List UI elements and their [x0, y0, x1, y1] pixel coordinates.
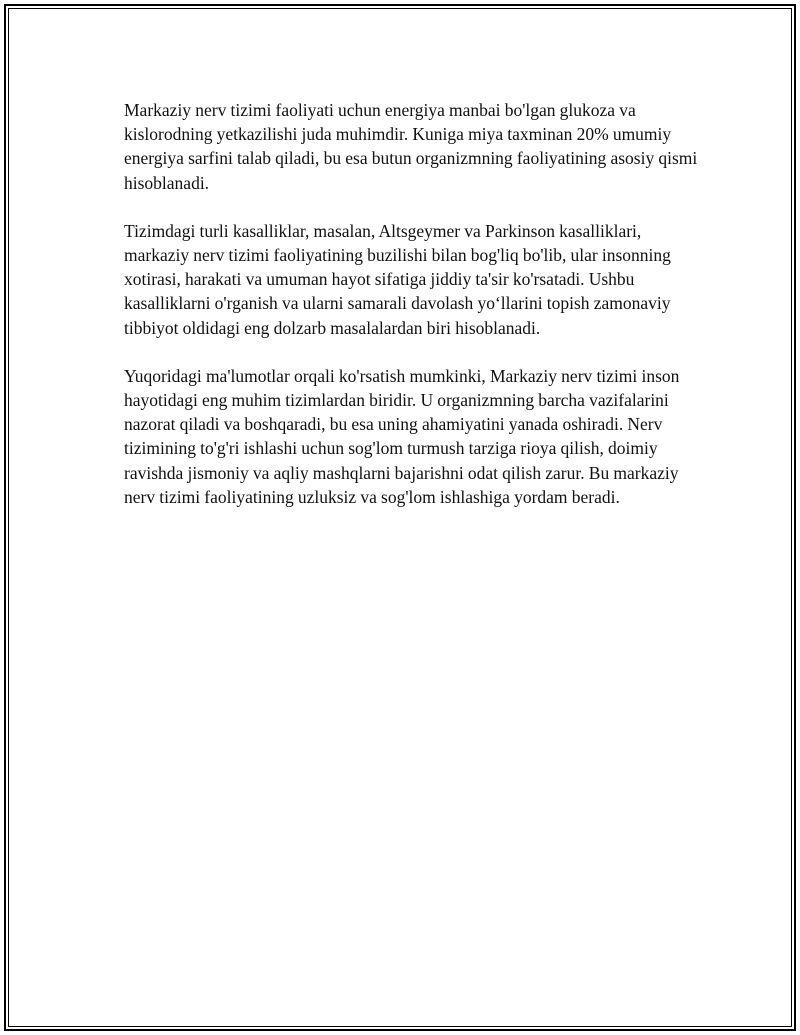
- document-body: [124, 98, 704, 509]
- page-border: [4, 4, 796, 1031]
- paragraph-2: Tizimdagi turli kasalliklar, masalan, Altsgeymer va Parkinson kasalliklari, markaziy nerv tizimi faoliyatining buzilishi bilan bog'liq bo'lib, ular insonning xotirasi, harakati va umuman hayot sifatiga jiddiy ta'sir ko'rsatadi. Ushbu kasalliklarni o'rganish va ularni samarali davolash yo‘llarini topish zamonaviy tibbiyot oldidagi eng dolzarb masalalardan biri hisoblanadi.: [124, 220, 671, 338]
- paragraph-1: Markaziy nerv tizimi faoliyati uchun energiya manbai bo'lgan glukoza va kislorodning yetkazilishi juda muhimdir. Kuniga miya taxminan 20% umumiy energiya sarfini talab qiladi, bu esa butun organizmning faoliyatining asosiy qismi hisoblanadi.: [124, 100, 698, 193]
- paragraph-3: Yuqoridagi ma'lumotlar orqali ko'rsatish mumkinki, Markaziy nerv tizimi inson hayotidagi eng muhim tizimlardan biridir. U organizmning barcha vazifalarini nazorat qiladi va boshqaradi, bu esa uning ahamiyatini yanada oshiradi. Nerv tizimining to'g'ri ishlashi uchun sog'lom turmush tarziga rioya qilish, doimiy ravishda jismoniy va aqliy mashqlarni bajarishni odat qilish zarur. Bu markaziy nerv tizimi faoliyatining uzluksiz va sog'lom ishlashiga yordam beradi.: [124, 365, 680, 507]
